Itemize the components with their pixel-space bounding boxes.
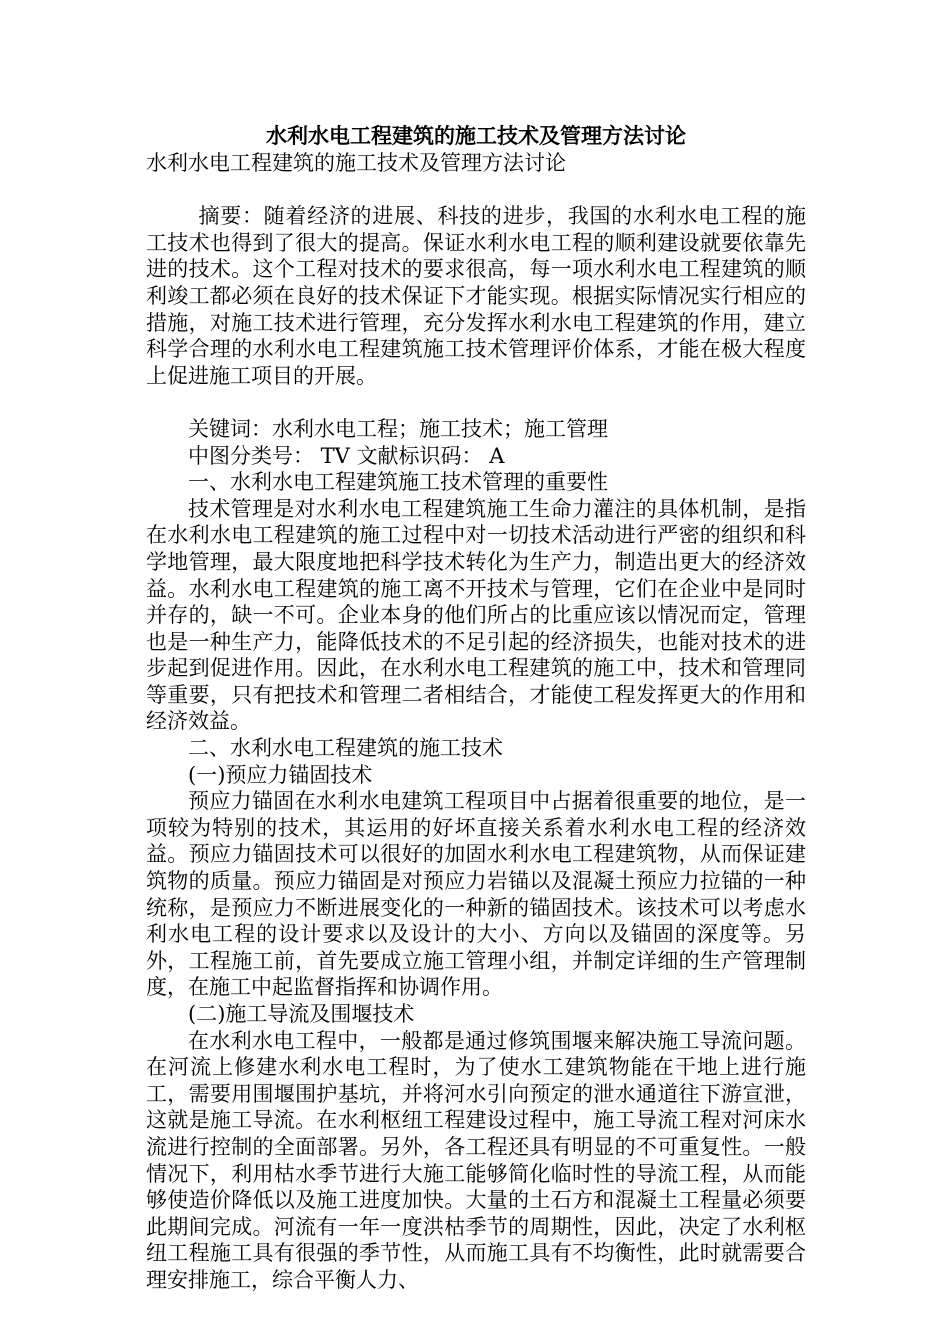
spacer <box>146 389 806 416</box>
keywords-line: 关键词：水利水电工程；施工技术；施工管理 <box>188 416 608 441</box>
subsection-heading-2: (二)施工导流及围堰技术 <box>188 1002 415 1026</box>
body-paragraph-3: 在水利水电工程中，一般都是通过修筑围堰来解决施工导流问题。在河流上修建水利水电工程时，为了使水工建筑物能在干地上进行施工，需要用围堰围护基坑，并将河水引向预定的泄水通道往下游宣泄，这就是施工导流。在水利枢纽工程建设过程中，施工导流工程对河床水流进行控制的全面部署。另外，各工程还具有明显的不可重复性。一般情况下，利用枯水季节进行大施工能够简化临时性的导流工程，从而能够使造价降低以及施工进度加快。大量的土石方和混凝土工程量必须要此期间完成。河流有一年一度洪枯季节的周期性，因此，决定了水利枢纽工程施工具有很强的季节性，从而施工具有不均衡性，此时就需要合理安排施工，综合平衡人力、 <box>146 1028 806 1292</box>
body-paragraph-1: 技术管理是对水利水电工程建筑施工生命力灌注的具体机制，是指在水利水电工程建筑的施工过程中对一切技术活动进行严密的组织和科学地管理，最大限度地把科学技术转化为生产力，制造出更大的经济效益。水利水电工程建筑的施工离不开技术与管理，它们在企业中是同时并存的，缺一不可。企业本身的他们所占的比重应该以情况而定，管理也是一种生产力，能降低技术的不足引起的经济损失，也能对技术的进步起到促进作用。因此，在水利水电工程建筑的施工中，技术和管理同等重要，只有把技术和管理二者相结合，才能使工程发挥更大的作用和经济效益。 <box>146 496 806 734</box>
classification-line: 中图分类号： TV 文献标识码： A <box>188 443 505 468</box>
document-subtitle: 水利水电工程建筑的施工技术及管理方法讨论 <box>146 151 566 175</box>
document-body <box>146 122 806 1294</box>
abstract-paragraph: 摘要：随着经济的进展、科技的进步，我国的水利水电工程的施工技术也得到了很大的提高。保证水利水电工程的顺利建设就要依靠先进的技术。这个工程对技术的要求很高，每一项水利水电工程建筑的顺利竣工都必须在良好的技术保证下才能实现。根据实际情况实行相应的措施，对施工技术进行管理，充分发挥水利水电工程建筑的作用，建立科学合理的水利水电工程建筑施工技术管理评价体系，才能在极大程度上促进施工项目的开展。 <box>146 204 806 388</box>
section-heading-2: 二、水利水电工程建筑的施工技术 <box>188 736 503 761</box>
document-title: 水利水电工程建筑的施工技术及管理方法讨论 <box>266 123 686 148</box>
section-heading-1: 一、水利水电工程建筑施工技术管理的重要性 <box>188 470 608 495</box>
spacer <box>146 177 806 204</box>
subsection-heading-1: (一)预应力锚固技术 <box>188 762 373 787</box>
body-paragraph-2: 预应力锚固在水利水电建筑工程项目中占据着很重要的地位，是一项较为特别的技术，其运用的好坏直接关系着水利水电工程的经济效益。预应力锚固技术可以很好的加固水利水电工程建筑物，从而保证建筑物的质量。预应力锚固是对预应力岩锚以及混凝土预应力拉锚的一种统称，是预应力不断进展变化的一种新的锚固技术。该技术可以考虑水利水电工程的设计要求以及设计的大小、方向以及锚固的深度等。另外，工程施工前，首先要成立施工管理小组，并制定详细的生产管理制度，在施工中起监督指挥和协调作用。 <box>146 789 806 1000</box>
